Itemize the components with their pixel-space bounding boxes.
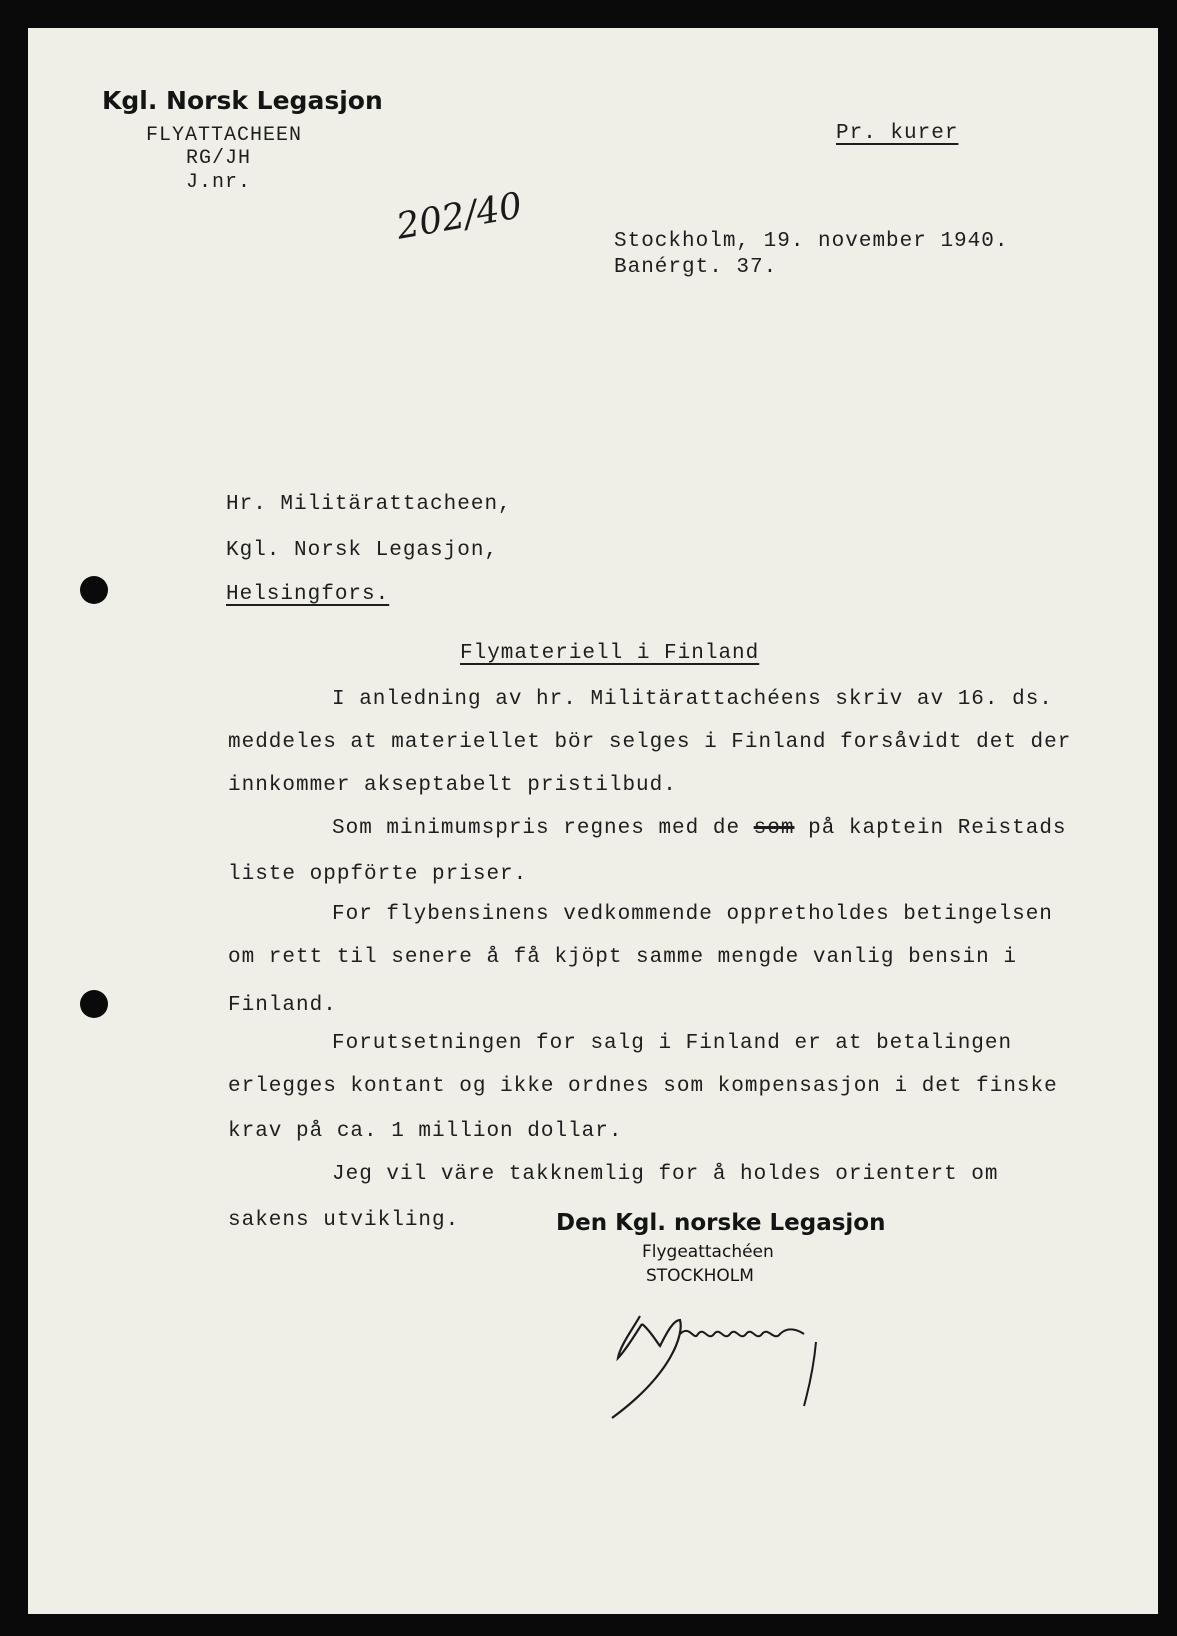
body-line: sakens utvikling. xyxy=(228,1209,460,1232)
body-line xyxy=(332,817,1067,840)
struck-word: som xyxy=(753,817,795,840)
body-line: Jeg vil väre takknemlig for å holdes orientert om xyxy=(332,1163,999,1186)
body-line: krav på ca. 1 million dollar. xyxy=(228,1120,623,1143)
letterhead-org: Kgl. Norsk Legasjon xyxy=(102,86,383,115)
body-line: innkommer akseptabelt pristilbud. xyxy=(228,774,677,797)
body-text: Som minimumspris regnes med de xyxy=(332,817,754,840)
date-line: Stockholm, 19. november 1940. xyxy=(614,230,1009,253)
body-line: Finland. xyxy=(228,994,337,1017)
letterhead-jnr: J.nr. xyxy=(186,171,252,194)
body-line: meddeles at materiellet bör selges i Finland forsåvidt det der xyxy=(228,731,1072,754)
delivery-note: Pr. kurer xyxy=(836,122,959,145)
punch-hole xyxy=(80,990,108,1018)
recipient-line-3: Helsingfors. xyxy=(226,583,390,606)
stamp-line-2: Flygeattachéen xyxy=(642,1242,774,1262)
letterhead-office: FLYATTACHEEN xyxy=(146,124,303,147)
body-line: om rett til senere å få kjöpt samme mengde vanlig bensin i xyxy=(228,946,1017,969)
stamp-line-3: STOCKHOLM xyxy=(646,1266,754,1286)
address-line: Banérgt. 37. xyxy=(614,256,778,279)
punch-hole xyxy=(80,576,108,604)
signature-mark xyxy=(598,1294,838,1424)
body-text: på kaptein Reistads xyxy=(794,817,1067,840)
subject-line: Flymateriell i Finland xyxy=(460,642,760,665)
letter-page xyxy=(28,28,1158,1614)
body-line: I anledning av hr. Militärattachéens skriv av 16. ds. xyxy=(332,688,1053,711)
body-line: For flybensinens vedkommende oppretholdes betingelsen xyxy=(332,903,1053,926)
recipient-line-2: Kgl. Norsk Legasjon, xyxy=(226,539,499,562)
letterhead-ref: RG/JH xyxy=(186,147,252,170)
stamp-line-1: Den Kgl. norske Legasjon xyxy=(556,1210,886,1236)
handwritten-number: 202/40 xyxy=(393,185,526,248)
body-line: Forutsetningen for salg i Finland er at betalingen xyxy=(332,1032,1013,1055)
body-line: erlegges kontant og ikke ordnes som kompensasjon i det finske xyxy=(228,1075,1058,1098)
recipient-line-1: Hr. Militärattacheen, xyxy=(226,493,512,516)
body-line: liste oppförte priser. xyxy=(228,863,528,886)
